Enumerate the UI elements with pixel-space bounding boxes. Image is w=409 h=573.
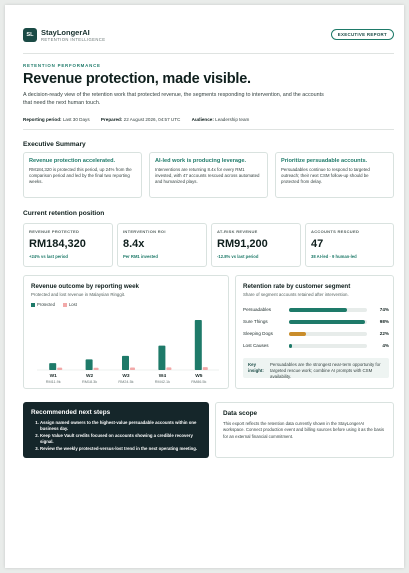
meta-period: Reporting period: Last 30 Days: [23, 117, 90, 122]
segment-percent: 4%: [382, 343, 389, 348]
segment-retention-title: Retention rate by customer segment: [243, 283, 351, 290]
segment-retention-subtitle: Share of segment accounts retained after intervention.: [243, 292, 349, 297]
bar-protected-w3: [122, 356, 129, 370]
tick-sublabel-w5: RM86.5k: [191, 380, 207, 384]
key-insight-label: Key insight:: [248, 362, 264, 374]
segment-bar-track: [289, 308, 367, 312]
segment-row: [243, 306, 389, 314]
bar-lost-w4: [166, 367, 171, 370]
bar-lost-w5: [203, 367, 208, 370]
report-type-badge: EXECUTIVE REPORT: [331, 29, 394, 40]
page-lede: A decision-ready view of the retention work that protected revenue, the segments responding to intervention, and the accounts that need the next human touch.: [23, 92, 324, 106]
legend-swatch-lost: [63, 303, 67, 307]
report-meta: [23, 117, 259, 122]
tick-sublabel-w2: RM18.3k: [81, 380, 98, 384]
segment-percent: 98%: [379, 319, 389, 324]
segment-bar-fill: [289, 332, 306, 336]
report-page: [5, 5, 404, 568]
brand-subtitle: RETENTION INTELLIGENCE: [41, 37, 106, 42]
segment-label: Lost Causes: [243, 343, 269, 348]
summary-card: Prioritize persuadable accounts. Persuadables continue to respond to targeted outreach; their next CSM follow-up should be protected from delay.: [275, 152, 394, 198]
executive-summary-heading: Executive Summary: [23, 141, 86, 148]
legend-swatch-protected: [31, 303, 35, 307]
segment-label: Sure Things: [243, 319, 268, 324]
bar-protected-w1: [49, 363, 56, 370]
tick-label-w2: W2: [85, 374, 94, 379]
data-scope-panel: [215, 402, 394, 458]
segment-row: [243, 318, 389, 326]
header-divider: [23, 53, 394, 54]
bar-protected-w2: [86, 359, 93, 370]
segment-label: Sleeping Dogs: [243, 331, 273, 336]
segment-row: [243, 330, 389, 338]
kpi-card: AT-RISK REVENUE RM91,200 -12.8% vs last period: [211, 223, 301, 267]
next-steps-list: [31, 420, 201, 452]
tick-sublabel-w3: RM24.5k: [118, 380, 134, 384]
legend-protected: Protected: [31, 302, 55, 307]
segment-percent: 22%: [379, 331, 389, 336]
next-step-item: 3. Review the weekly protected-versus-lost trend in the next operating meeting.: [40, 446, 201, 452]
segment-retention-panel: [235, 275, 394, 389]
data-scope-body: This export reflects the retention data currently shown in the StayLongerAI workspace. Connect production event and billing sources before using it as the basis for an external financial commitment.: [223, 421, 384, 439]
bar-lost-w2: [94, 368, 99, 370]
revenue-outcome-panel: [23, 275, 229, 389]
next-step-item: 1. Assign named owners to the highest-value persuadable accounts within one business day.: [40, 420, 201, 433]
tick-label-w5: W5: [195, 374, 203, 379]
next-steps-panel: [23, 402, 209, 458]
segment-bar-fill: [289, 320, 365, 324]
segment-bar-track: [289, 332, 367, 336]
report-header: [23, 25, 394, 49]
kpi-card: ACCOUNTS RESCUED 47 38 AI-led · 9 human-led: [305, 223, 394, 267]
segment-bar-track: [289, 344, 367, 348]
segment-bar-track: [289, 320, 367, 324]
tick-label-w3: W3: [122, 374, 130, 379]
segment-bar-fill: [289, 344, 292, 348]
segment-label: Persuadables: [243, 307, 272, 312]
bar-lost-w3: [130, 368, 135, 370]
meta-divider: [23, 129, 394, 130]
summary-card: Revenue protection accelerated. RM184,320 is protected this period, up 24% from the comparison period and led by the final two reporting weeks.: [23, 152, 142, 198]
page-title: Revenue protection, made visible.: [23, 71, 251, 87]
revenue-outcome-subtitle: Protected and lost revenue in Malaysian Ringgit.: [31, 292, 126, 297]
next-step-item: 2. Keep Value Vault credits focused on accounts showing a credible recovery signal.: [40, 433, 201, 446]
legend-lost: Lost: [63, 302, 77, 307]
tick-label-w4: W4: [158, 374, 167, 379]
segment-bar-fill: [289, 308, 347, 312]
retention-position-heading: Current retention position: [23, 210, 105, 217]
next-steps-title: Recommended next steps: [31, 409, 111, 416]
revenue-outcome-chart: [29, 314, 225, 386]
brand-name: StayLongerAI: [41, 28, 90, 37]
tick-sublabel-w1: RM11.9k: [45, 380, 61, 384]
section-eyebrow: RETENTION PERFORMANCE: [23, 63, 101, 68]
segment-row: [243, 342, 389, 350]
meta-audience: Audience: Leadership team: [191, 117, 250, 122]
kpi-card: REVENUE PROTECTED RM184,320 +24% vs last period: [23, 223, 113, 267]
key-insight: [243, 358, 389, 378]
chart-legend: [31, 302, 77, 307]
segment-percent: 74%: [379, 307, 389, 312]
summary-card: AI-led work is producing leverage. Interventions are returning 8.4x for every RM1 invested, with 47 accounts rescued across automated and humanized plays.: [149, 152, 268, 198]
brand-logo: SL: [23, 28, 37, 42]
key-insight-text: Persuadables are the strongest near-term opportunity for targeted rescue work; combine AI prompts with CSM availability.: [270, 362, 381, 380]
bar-lost-w1: [57, 368, 62, 370]
data-scope-title: Data scope: [223, 410, 258, 417]
tick-sublabel-w4: RM42.1k: [154, 380, 171, 384]
revenue-outcome-title: Revenue outcome by reporting week: [31, 283, 139, 290]
meta-prepared: Prepared: 22 August 2026, 04:57 UTC: [100, 117, 181, 122]
bar-protected-w4: [158, 346, 165, 370]
bar-protected-w5: [195, 320, 202, 370]
tick-label-w1: W1: [49, 374, 57, 379]
kpi-card: INTERVENTION ROI 8.4x Per RM1 invested: [117, 223, 207, 267]
